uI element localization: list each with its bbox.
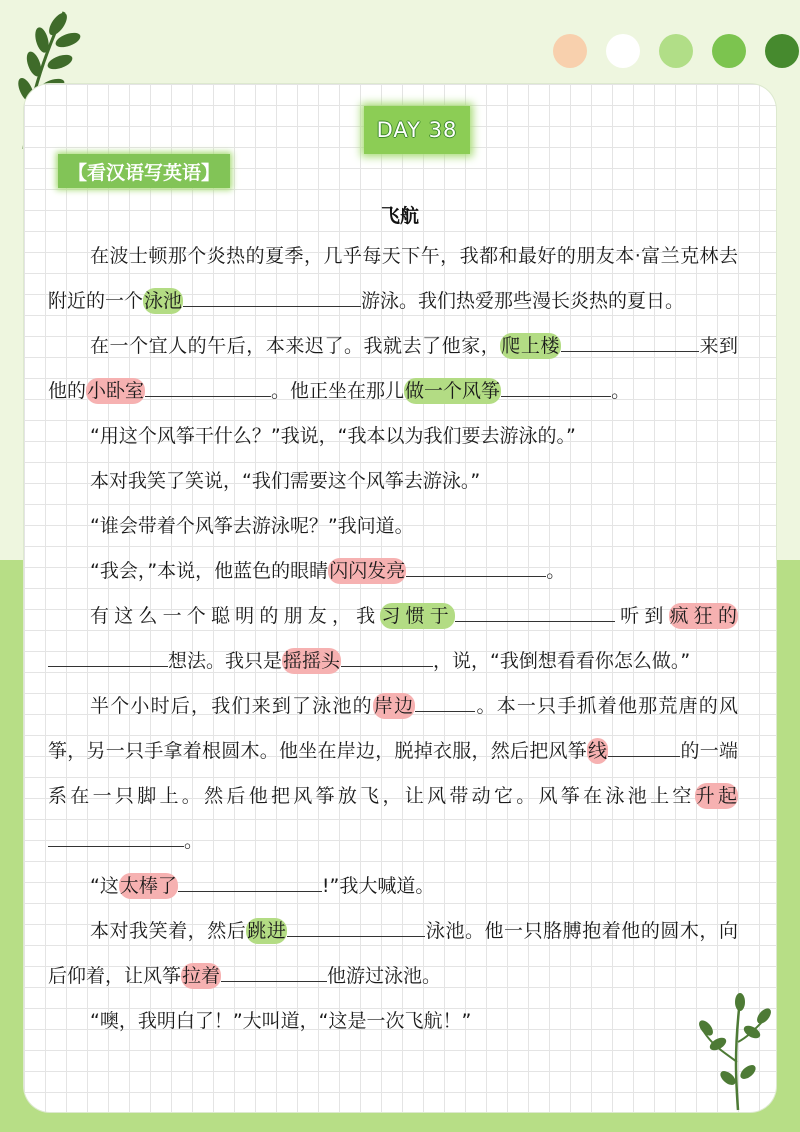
highlight-term: 闪闪发亮 xyxy=(329,560,406,582)
story-title: 飞航 xyxy=(380,205,419,227)
answer-blank[interactable] xyxy=(221,964,327,982)
highlight-term: 跳进 xyxy=(247,920,287,942)
answer-blank[interactable] xyxy=(145,379,271,397)
answer-blank[interactable] xyxy=(561,334,699,352)
paragraph: “谁会带着个风筝去游泳呢？”我问道。 xyxy=(90,515,414,537)
highlight-term: 习惯于 xyxy=(381,605,454,627)
highlight-term: 升起 xyxy=(695,785,737,807)
color-dot xyxy=(553,34,587,68)
highlight-term: 岸边 xyxy=(373,695,415,717)
answer-blank[interactable] xyxy=(608,739,680,757)
paragraph: “用这个风筝干什么？”我说，“我本以为我们要去游泳的。” xyxy=(90,425,576,447)
paragraph: “这太棒了 !”我大喊道。 xyxy=(90,875,435,897)
highlight-term: 爬上楼 xyxy=(501,335,560,357)
highlight-term: 疯狂的 xyxy=(669,605,737,627)
paragraph: “我会，”本说，他蓝色的眼睛闪闪发亮 。 xyxy=(90,560,566,582)
section-tag: 【看汉语写英语】 xyxy=(58,154,230,188)
answer-blank[interactable] xyxy=(406,559,546,577)
answer-blank[interactable] xyxy=(178,874,322,892)
sprout-plant-icon xyxy=(694,992,774,1112)
answer-blank[interactable] xyxy=(183,289,361,307)
paragraph: 本对我笑着，然后跳进 泳池。他一只胳膊抱着他的圆木，向后仰着，让风筝拉着 他游过泳池。 xyxy=(48,920,738,987)
answer-blank[interactable] xyxy=(48,829,184,847)
paragraph: 在一个宜人的午后，本来迟了。我就去了他家，爬上楼 来到他的小卧室 。他正坐在那儿做一个风筝 。 xyxy=(48,335,738,402)
highlight-term: 太棒了 xyxy=(119,875,177,897)
story-body xyxy=(48,234,738,1044)
color-dot xyxy=(659,34,693,68)
color-dots xyxy=(553,34,799,68)
day-badge: DAY 38 xyxy=(364,106,470,154)
answer-blank[interactable] xyxy=(501,379,611,397)
highlight-term: 小卧室 xyxy=(87,380,145,402)
color-dot xyxy=(765,34,799,68)
answer-blank[interactable] xyxy=(287,919,425,937)
answer-blank[interactable] xyxy=(455,604,615,622)
highlight-term: 摇摇头 xyxy=(283,650,341,672)
answer-blank[interactable] xyxy=(48,649,168,667)
paragraph: 在波士顿那个炎热的夏季，几乎每天下午，我都和最好的朋友本·富兰克林去附近的一个泳池 游泳。我们热爱那些漫长炎热的夏日。 xyxy=(48,245,738,312)
highlight-term: 线 xyxy=(587,740,608,762)
paragraph: “噢，我明白了！”大叫道，“这是一次飞航！” xyxy=(90,1010,472,1032)
paragraph: 半个小时后，我们来到了泳池的岸边 。本一只手抓着他那荒唐的风筝，另一只手拿着根圆木。他坐在岸边，脱掉衣服，然后把风筝线 的一端系在一只脚上。然后他把风筝放飞，让风带动它。风筝在泳池上空升起。 xyxy=(48,695,738,852)
color-dot xyxy=(606,34,640,68)
highlight-term: 泳池 xyxy=(144,290,183,312)
color-dot xyxy=(712,34,746,68)
answer-blank[interactable] xyxy=(341,649,433,667)
answer-blank[interactable] xyxy=(415,694,475,712)
highlight-term: 做一个风筝 xyxy=(405,380,501,402)
paragraph: 有这么一个聪明的朋友，我习惯于 听到疯狂的想法。我只是摇摇头 ，说，“我倒想看看你怎么做。” xyxy=(48,594,738,684)
highlight-term: 拉着 xyxy=(182,965,221,987)
paragraph: 本对我笑了笑说，“我们需要这个风筝去游泳。” xyxy=(90,470,481,492)
